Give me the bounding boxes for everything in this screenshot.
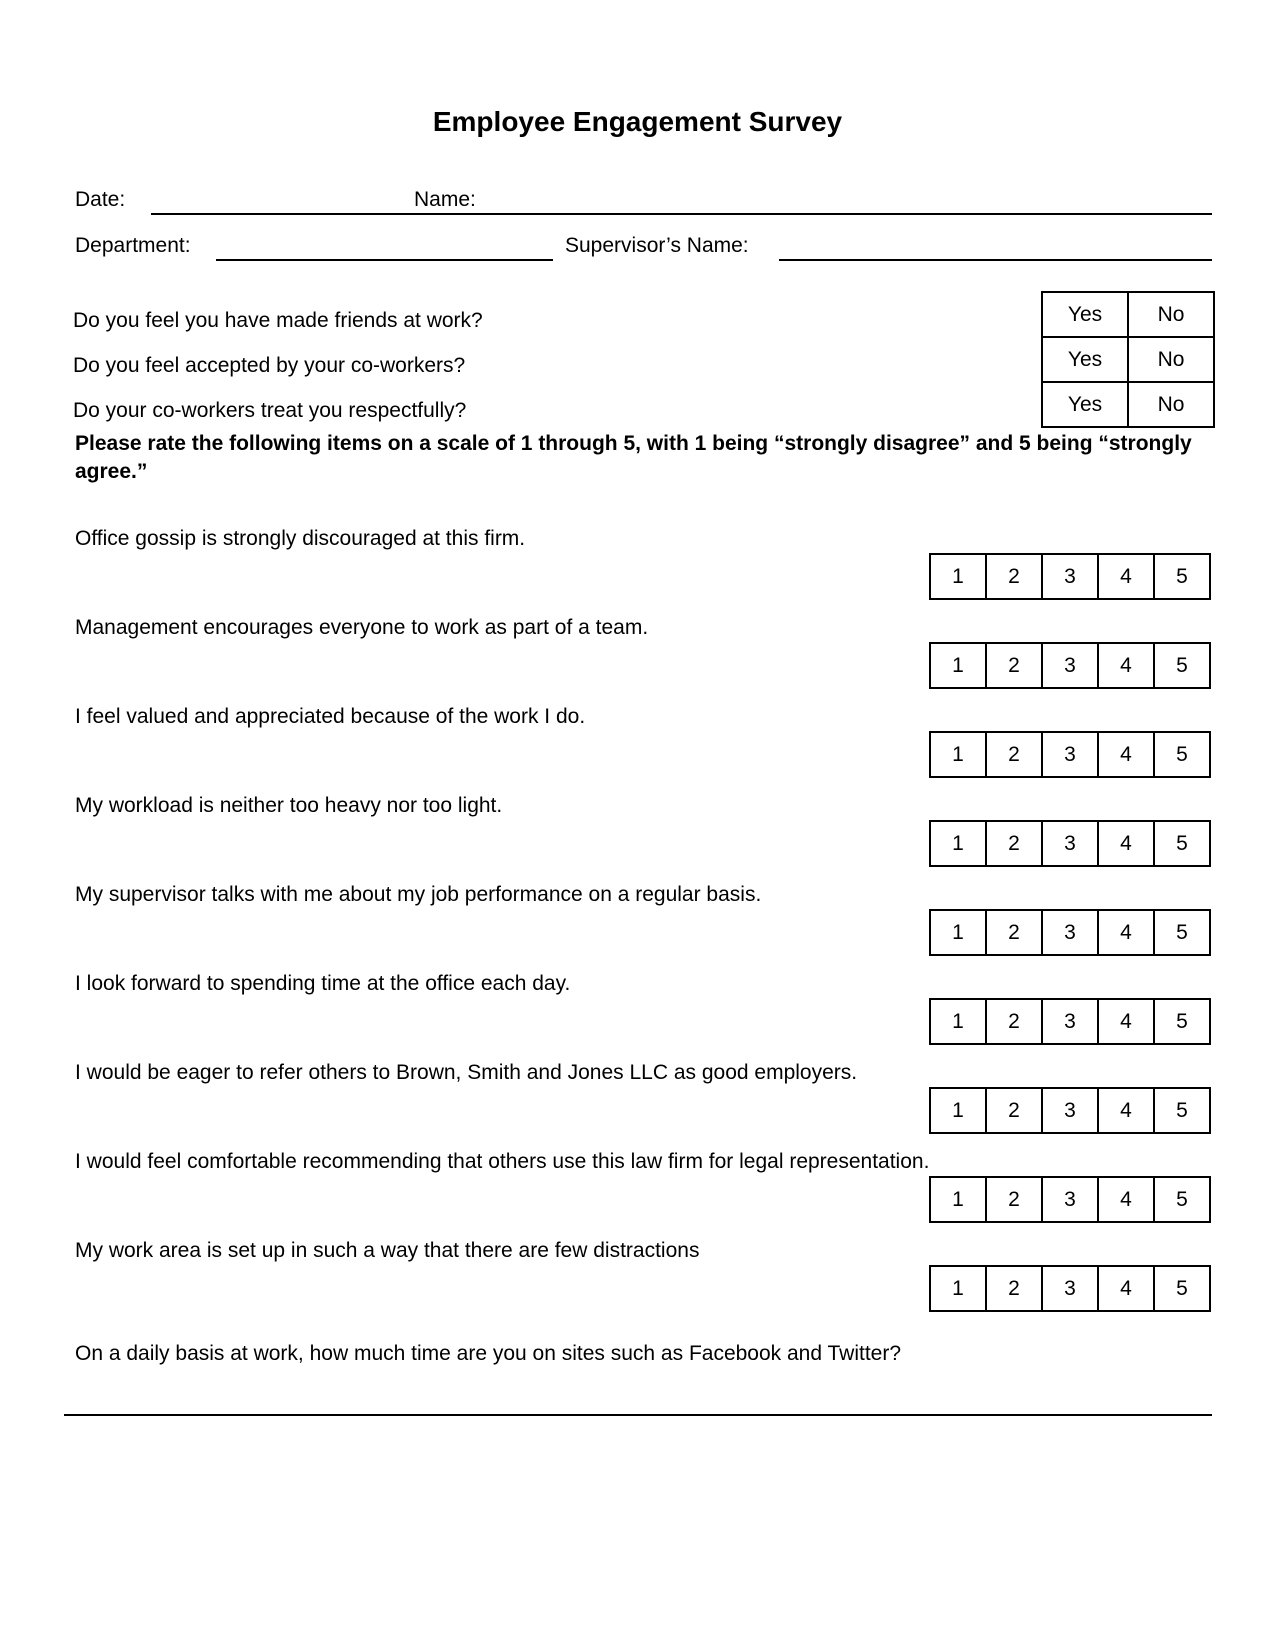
rating-statement: Office gossip is strongly discouraged at this firm.	[75, 527, 526, 550]
rating-option-5[interactable]: 5	[1154, 554, 1210, 599]
rating-option-2[interactable]: 2	[986, 554, 1042, 599]
yes-no-row	[1042, 382, 1214, 427]
rating-option-5[interactable]: 5	[1154, 821, 1210, 866]
rating-option-3[interactable]: 3	[1042, 910, 1098, 955]
rating-option-2[interactable]: 2	[986, 643, 1042, 688]
rating-option-3[interactable]: 3	[1042, 554, 1098, 599]
rating-option-1[interactable]: 1	[930, 1088, 986, 1133]
rating-option-3[interactable]: 3	[1042, 1177, 1098, 1222]
rating-option-4[interactable]: 4	[1098, 821, 1154, 866]
rating-option-2[interactable]: 2	[986, 1088, 1042, 1133]
yes-no-answer-grid	[1041, 291, 1215, 428]
department-label: Department:	[75, 234, 191, 257]
name-label: Name:	[414, 188, 476, 211]
rating-scale	[929, 820, 1211, 867]
rating-option-4[interactable]: 4	[1098, 732, 1154, 777]
yes-no-question: Do your co-workers treat you respectfully?	[73, 399, 467, 422]
rating-option-4[interactable]: 4	[1098, 1088, 1154, 1133]
rating-option-2[interactable]: 2	[986, 1177, 1042, 1222]
yes-no-question: Do you feel you have made friends at work?	[73, 309, 483, 332]
rating-scale	[929, 909, 1211, 956]
rating-option-5[interactable]: 5	[1154, 732, 1210, 777]
rating-option-1[interactable]: 1	[930, 910, 986, 955]
rating-statement: I look forward to spending time at the office each day.	[75, 972, 571, 995]
rating-scale	[929, 642, 1211, 689]
rating-option-1[interactable]: 1	[930, 1266, 986, 1311]
no-option[interactable]: No	[1128, 382, 1214, 427]
rating-option-1[interactable]: 1	[930, 643, 986, 688]
rating-option-2[interactable]: 2	[986, 732, 1042, 777]
rating-option-5[interactable]: 5	[1154, 1177, 1210, 1222]
rating-option-5[interactable]: 5	[1154, 1266, 1210, 1311]
rating-option-3[interactable]: 3	[1042, 1266, 1098, 1311]
rating-statement: I feel valued and appreciated because of the work I do.	[75, 705, 586, 728]
rating-option-3[interactable]: 3	[1042, 1088, 1098, 1133]
rating-scale	[929, 731, 1211, 778]
date-label: Date:	[75, 188, 126, 211]
yes-option[interactable]: Yes	[1042, 382, 1128, 427]
rating-option-4[interactable]: 4	[1098, 554, 1154, 599]
rating-statement: I would feel comfortable recommending that others use this law firm for legal representation.	[75, 1150, 930, 1173]
rating-option-1[interactable]: 1	[930, 554, 986, 599]
rating-option-4[interactable]: 4	[1098, 1177, 1154, 1222]
rating-statement: My workload is neither too heavy nor too light.	[75, 794, 503, 817]
department-field[interactable]	[216, 259, 553, 261]
rating-scale	[929, 553, 1211, 600]
rating-option-5[interactable]: 5	[1154, 910, 1210, 955]
yes-option[interactable]: Yes	[1042, 292, 1128, 337]
rating-option-2[interactable]: 2	[986, 999, 1042, 1044]
yes-no-row	[1042, 337, 1214, 382]
rating-statement: My work area is set up in such a way that there are few distractions	[75, 1239, 700, 1262]
rating-scale	[929, 998, 1211, 1045]
no-option[interactable]: No	[1128, 337, 1214, 382]
rating-option-1[interactable]: 1	[930, 999, 986, 1044]
rating-scale	[929, 1265, 1211, 1312]
supervisor-name-label: Supervisor’s Name:	[565, 234, 749, 257]
yes-no-row	[1042, 292, 1214, 337]
date-field[interactable]	[151, 213, 413, 215]
rating-option-4[interactable]: 4	[1098, 1266, 1154, 1311]
rating-option-2[interactable]: 2	[986, 1266, 1042, 1311]
rating-option-5[interactable]: 5	[1154, 1088, 1210, 1133]
rating-scale	[929, 1176, 1211, 1223]
page-title: Employee Engagement Survey	[432, 106, 843, 137]
yes-no-question: Do you feel accepted by your co-workers?	[73, 354, 466, 377]
rating-option-4[interactable]: 4	[1098, 999, 1154, 1044]
rating-option-4[interactable]: 4	[1098, 910, 1154, 955]
rating-option-1[interactable]: 1	[930, 732, 986, 777]
open-question-answer-line[interactable]	[64, 1414, 1212, 1416]
rating-option-5[interactable]: 5	[1154, 643, 1210, 688]
rating-option-1[interactable]: 1	[930, 821, 986, 866]
name-field[interactable]	[413, 213, 1212, 215]
rating-option-2[interactable]: 2	[986, 821, 1042, 866]
rating-scale	[929, 1087, 1211, 1134]
rating-statement: My supervisor talks with me about my job performance on a regular basis.	[75, 883, 762, 906]
supervisor-name-field[interactable]	[779, 259, 1212, 261]
rating-instructions: Please rate the following items on a scale of 1 through 5, with 1 being “strongly disagree” and 5 being “strongly agree.”	[75, 432, 1192, 483]
yes-option[interactable]: Yes	[1042, 337, 1128, 382]
rating-option-3[interactable]: 3	[1042, 732, 1098, 777]
rating-statement: I would be eager to refer others to Brown, Smith and Jones LLC as good employers.	[75, 1061, 858, 1084]
rating-option-3[interactable]: 3	[1042, 643, 1098, 688]
rating-option-3[interactable]: 3	[1042, 999, 1098, 1044]
rating-option-4[interactable]: 4	[1098, 643, 1154, 688]
no-option[interactable]: No	[1128, 292, 1214, 337]
rating-option-5[interactable]: 5	[1154, 999, 1210, 1044]
open-question: On a daily basis at work, how much time are you on sites such as Facebook and Twitter?	[75, 1342, 902, 1365]
rating-option-3[interactable]: 3	[1042, 821, 1098, 866]
rating-option-1[interactable]: 1	[930, 1177, 986, 1222]
rating-option-2[interactable]: 2	[986, 910, 1042, 955]
rating-statement: Management encourages everyone to work as part of a team.	[75, 616, 649, 639]
